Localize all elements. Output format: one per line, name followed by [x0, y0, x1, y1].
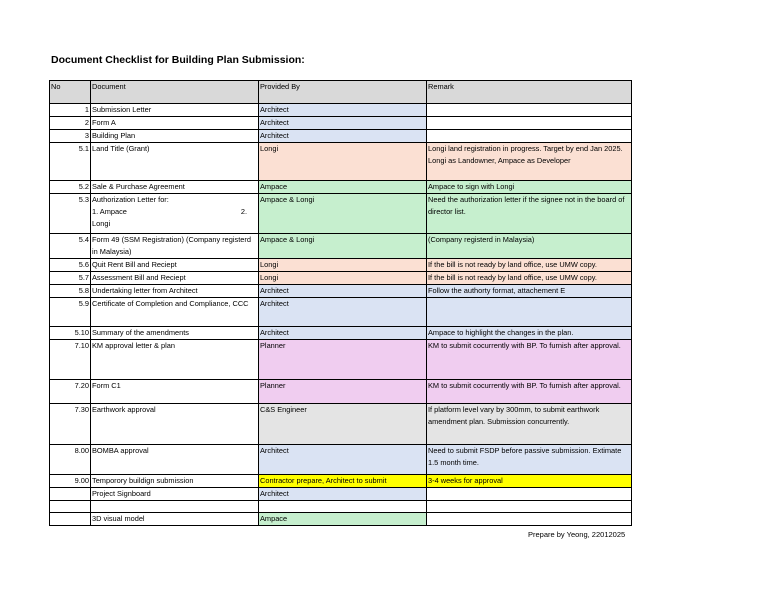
row-provided-by: Contractor prepare, Architect to submit — [259, 475, 427, 488]
row-no: 5.8 — [50, 285, 91, 298]
row-document — [91, 194, 259, 234]
table-row — [50, 488, 632, 501]
row-no: 5.10 — [50, 327, 91, 340]
row-document: Earthwork approval — [91, 404, 259, 445]
row-no: 1 — [50, 104, 91, 117]
row-remark — [427, 513, 632, 526]
row-provided-by: Planner — [259, 380, 427, 404]
row-provided-by: Longi — [259, 272, 427, 285]
row-remark: 3-4 weeks for approval — [427, 475, 632, 488]
row-remark: Need to submit FSDP before passive submission. Extimate 1.5 month time. — [427, 445, 632, 475]
checklist-table — [49, 80, 632, 526]
row-remark: If the bill is not ready by land office, use UMW copy. — [427, 259, 632, 272]
row-document: Summary of the amendments — [91, 327, 259, 340]
row-document: Certificate of Completion and Compliance, CCC — [91, 298, 259, 327]
row-no — [50, 513, 91, 526]
row-provided-by: Planner — [259, 340, 427, 380]
table-row — [50, 272, 632, 285]
auth-item-number: 2. — [240, 207, 247, 216]
header-remark: Remark — [427, 81, 632, 104]
row-no: 7.30 — [50, 404, 91, 445]
table-row — [50, 234, 632, 259]
row-provided-by: Architect — [259, 117, 427, 130]
row-document: Sale & Purchase Agreement — [91, 181, 259, 194]
table-header-row — [50, 81, 632, 104]
row-no: 5.1 — [50, 143, 91, 181]
table-row — [50, 327, 632, 340]
table-row — [50, 501, 632, 513]
row-document: Undertaking letter from Architect — [91, 285, 259, 298]
row-no: 5.3 — [50, 194, 91, 234]
row-remark: Longi land registration in progress. Target by end Jan 2025. Longi as Landowner, Ampace as Developer — [427, 143, 632, 181]
row-no: 5.9 — [50, 298, 91, 327]
row-document: Quit Rent Bill and Reciept — [91, 259, 259, 272]
row-provided-by: Architect — [259, 298, 427, 327]
row-no: 9.00 — [50, 475, 91, 488]
row-document: KM approval letter & plan — [91, 340, 259, 380]
row-document: 3D visual model — [91, 513, 259, 526]
row-remark — [427, 117, 632, 130]
auth-title: Authorization Letter for: — [92, 195, 169, 204]
row-document: Land Title (Grant) — [91, 143, 259, 181]
table-row — [50, 298, 632, 327]
row-remark: KM to submit cocurrently with BP. To furnish after approval. — [427, 380, 632, 404]
row-remark — [427, 104, 632, 117]
row-provided-by: Ampace — [259, 513, 427, 526]
row-provided-by: Longi — [259, 143, 427, 181]
auth-line — [92, 206, 257, 218]
row-document: Project Signboard — [91, 488, 259, 501]
row-remark — [427, 488, 632, 501]
auth-item-longi: Longi — [92, 219, 111, 228]
row-remark: If the bill is not ready by land office, use UMW copy. — [427, 272, 632, 285]
table-row — [50, 285, 632, 298]
table-row — [50, 445, 632, 475]
row-remark — [427, 298, 632, 327]
row-document: Temporory buildign submission — [91, 475, 259, 488]
row-remark: Ampace to sign with Longi — [427, 181, 632, 194]
page-title: Document Checklist for Building Plan Submission: — [51, 54, 305, 66]
table-row — [50, 380, 632, 404]
row-document: Submission Letter — [91, 104, 259, 117]
row-provided-by: Architect — [259, 488, 427, 501]
row-provided-by: Ampace & Longi — [259, 234, 427, 259]
prepared-by-footer: Prepare by Yeong, 22012025 — [528, 530, 626, 539]
row-provided-by: Ampace — [259, 181, 427, 194]
header-no: No — [50, 81, 91, 104]
row-no — [50, 501, 91, 513]
table-row — [50, 104, 632, 117]
row-remark — [427, 130, 632, 143]
row-provided-by: Architect — [259, 104, 427, 117]
table-row — [50, 340, 632, 380]
row-provided-by: Architect — [259, 130, 427, 143]
row-document: Assessment Bill and Reciept — [91, 272, 259, 285]
row-no: 8.00 — [50, 445, 91, 475]
table-row — [50, 475, 632, 488]
row-document: Form C1 — [91, 380, 259, 404]
table-row — [50, 194, 632, 234]
table-row — [50, 181, 632, 194]
row-no: 3 — [50, 130, 91, 143]
row-remark: If platform level vary by 300mm, to submit earthwork amendment plan. Submission concurrently. — [427, 404, 632, 445]
row-remark — [427, 501, 632, 513]
row-no: 5.6 — [50, 259, 91, 272]
header-document: Document — [91, 81, 259, 104]
header-provided-by: Provided By — [259, 81, 427, 104]
row-provided-by: Architect — [259, 285, 427, 298]
row-no — [50, 488, 91, 501]
row-provided-by: Ampace & Longi — [259, 194, 427, 234]
row-remark: Need the authorization letter if the signee not in the board of director list. — [427, 194, 632, 234]
row-provided-by — [259, 501, 427, 513]
row-no: 2 — [50, 117, 91, 130]
row-document: Form A — [91, 117, 259, 130]
row-document: Building Plan — [91, 130, 259, 143]
table-row — [50, 513, 632, 526]
table-row — [50, 130, 632, 143]
row-provided-by: Architect — [259, 445, 427, 475]
row-remark: (Company registerd in Malaysia) — [427, 234, 632, 259]
table-row — [50, 117, 632, 130]
row-document: Form 49 (SSM Registration) (Company registerd in Malaysia) — [91, 234, 259, 259]
row-provided-by: Architect — [259, 327, 427, 340]
table-row — [50, 143, 632, 181]
row-provided-by: Longi — [259, 259, 427, 272]
row-document: BOMBA approval — [91, 445, 259, 475]
row-no: 5.7 — [50, 272, 91, 285]
row-no: 7.20 — [50, 380, 91, 404]
row-remark: Ampace to highlight the changes in the plan. — [427, 327, 632, 340]
table-row — [50, 404, 632, 445]
row-no: 7.10 — [50, 340, 91, 380]
row-provided-by: C&S Engineer — [259, 404, 427, 445]
row-no: 5.4 — [50, 234, 91, 259]
row-document — [91, 501, 259, 513]
table-row — [50, 259, 632, 272]
row-no: 5.2 — [50, 181, 91, 194]
row-remark: KM to submit cocurrently with BP. To furnish after approval. — [427, 340, 632, 380]
row-remark: Follow the authorty format, attachement E — [427, 285, 632, 298]
auth-item-ampace: 1. Ampace — [92, 207, 127, 216]
